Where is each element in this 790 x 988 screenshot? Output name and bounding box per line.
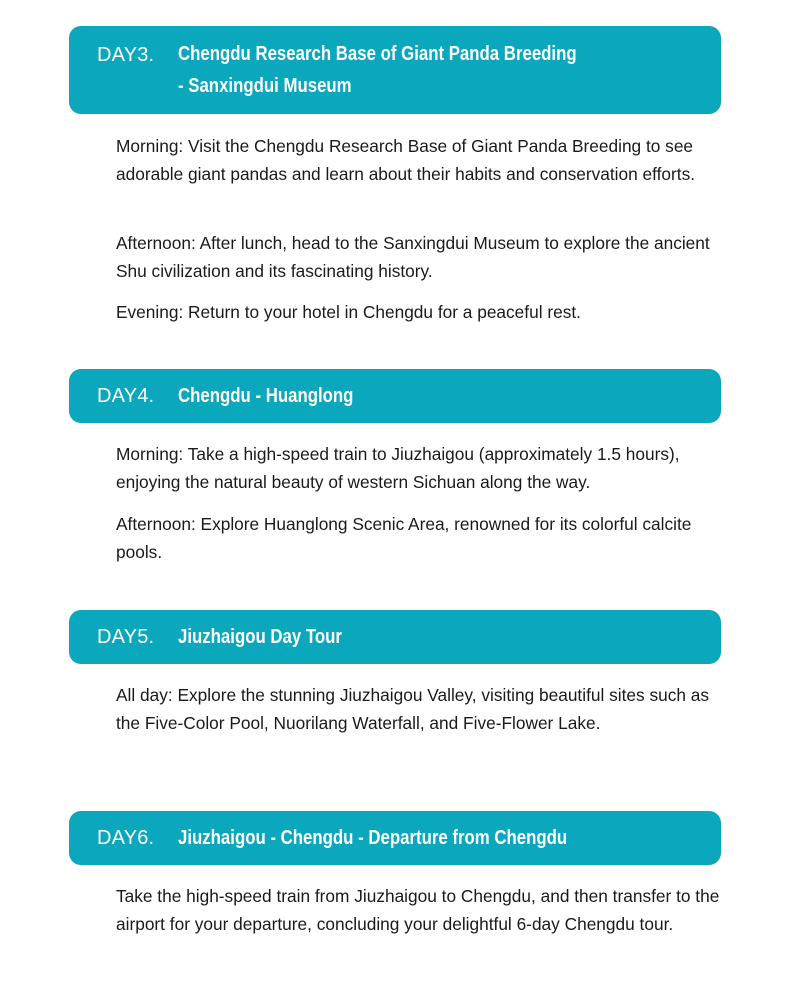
day5-title-line-1: Jiuzhaigou Day Tour xyxy=(178,626,342,648)
day3-morning-text: Morning: Visit the Chengdu Research Base of Giant Panda Breeding to see adorable giant pandas and learn about their habits and conservation efforts. xyxy=(116,136,696,184)
day3-evening-text: Evening: Return to your hotel in Chengdu for a peaceful rest. xyxy=(116,302,581,322)
day6-header xyxy=(69,811,721,865)
day4-morning-text: Morning: Take a high-speed train to Jiuzhaigou (approximately 1.5 hours), enjoying the natural beauty of western Sichuan along the way. xyxy=(116,444,680,492)
day5-label: DAY5. xyxy=(97,626,155,648)
day3-title-line-1: Chengdu Research Base of Giant Panda Breeding xyxy=(178,43,577,65)
day3-title-line-2: - Sanxingdui Museum xyxy=(178,75,352,97)
day4-title-line-1: Chengdu - Huanglong xyxy=(178,385,354,407)
day3-label: DAY3. xyxy=(97,44,155,66)
day4-afternoon-text: Afternoon: Explore Huanglong Scenic Area, renowned for its colorful calcite pools. xyxy=(116,514,692,562)
day6-text: Take the high-speed train from Jiuzhaigou to Chengdu, and then transfer to the airport for your departure, concluding your delightful 6-day Chengdu tour. xyxy=(116,886,720,934)
day4-label: DAY4. xyxy=(97,385,155,407)
day5-title xyxy=(178,621,342,653)
day3-header xyxy=(69,26,721,114)
day5-allday-text: All day: Explore the stunning Jiuzhaigou Valley, visiting beautiful sites such as the Five-Color Pool, Nuorilang Waterfall, and Five-Flower Lake. xyxy=(116,685,710,733)
day6-label: DAY6. xyxy=(97,827,155,849)
day5-header xyxy=(69,610,721,664)
day3-afternoon-text: Afternoon: After lunch, head to the Sanxingdui Museum to explore the ancient Shu civilization and its fascinating history. xyxy=(116,233,710,281)
day6-title xyxy=(178,822,567,854)
day3-title xyxy=(178,38,577,102)
day4-header xyxy=(69,369,721,423)
day6-title-line-1: Jiuzhaigou - Chengdu - Departure from Chengdu xyxy=(178,827,568,849)
day4-title xyxy=(178,380,353,412)
